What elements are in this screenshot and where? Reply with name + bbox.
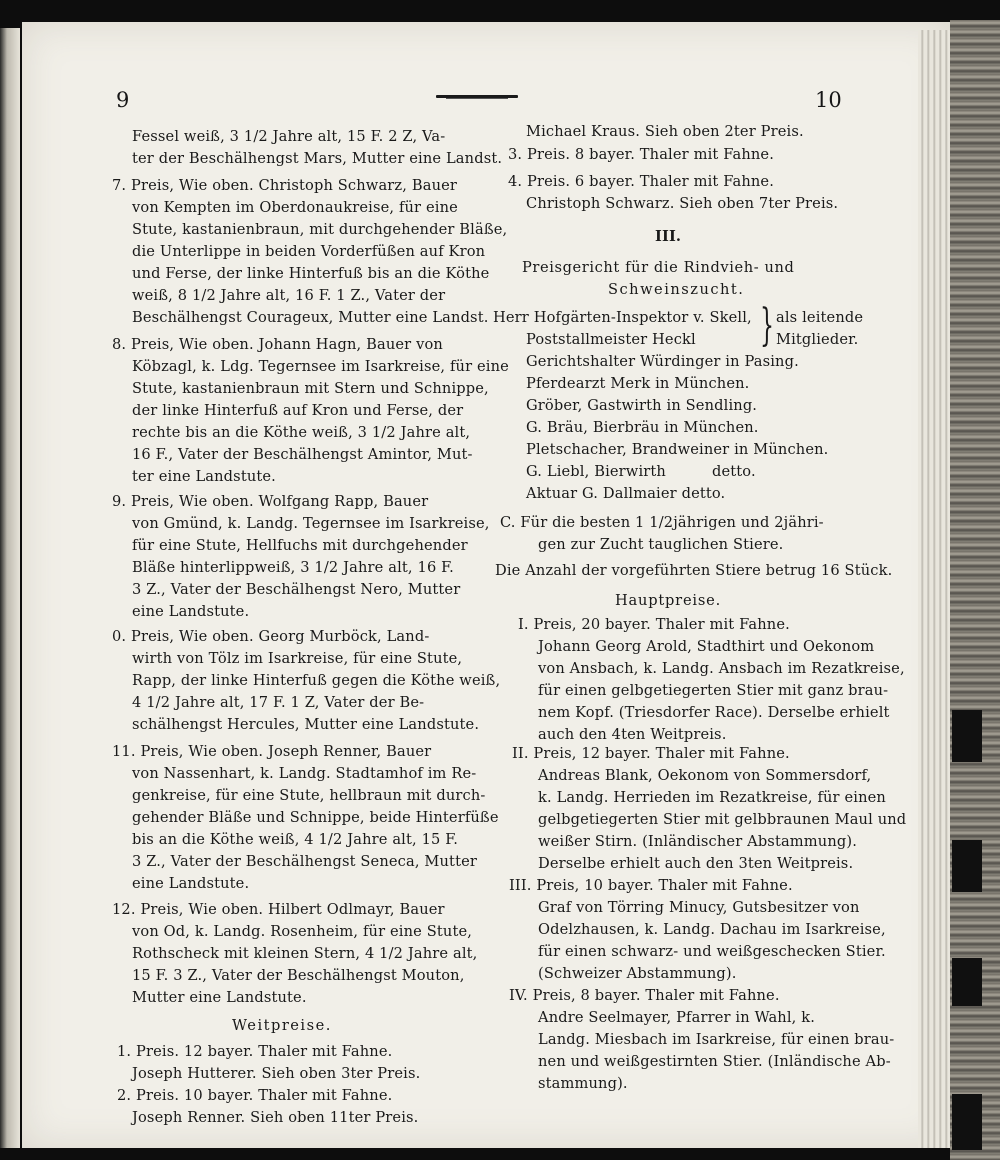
text-line: ter der Beschälhengst Mars, Mutter eine Landst. [132,150,503,167]
text-line: rechte bis an die Köthe weiß, 3 1/2 Jahre alt, [132,424,471,441]
text-line: 11. Preis, Wie oben. Joseph Renner, Bauer [112,743,432,760]
text-line: die Unterlippe in beiden Vorderfüßen auf Kron [132,243,486,260]
text-line: II. Preis, 12 bayer. Thaler mit Fahne. [512,745,790,762]
text-line: Michael Kraus. Sieh oben 2ter Preis. [526,123,804,140]
text-line: gelbgetiegerten Stier mit gelbbraunen Maul und [538,811,907,828]
section-number: III. [655,228,682,245]
text-line: 7. Preis, Wie oben. Christoph Schwarz, Bauer [112,177,458,194]
text-line: Fessel weiß, 3 1/2 Jahre alt, 15 F. 2 Z, Va- [132,128,446,145]
index-tab [952,840,982,892]
text-line: Andreas Blank, Oekonom von Sommersdorf, [538,767,872,784]
text-line: 12. Preis, Wie oben. Hilbert Odlmayr, Bauer [112,901,445,918]
text-line: gehender Bläße und Schnippe, beide Hinterfüße [132,809,499,826]
text-line: von Od, k. Landg. Rosenheim, für eine Stute, [132,923,473,940]
text-line: 16 F., Vater der Beschälhengst Amintor, Mut- [132,446,473,463]
text-line: Derselbe erhielt auch den 3ten Weitpreis. [538,855,854,872]
text-line: Joseph Hutterer. Sieh oben 3ter Preis. [132,1065,421,1082]
text-line: 3. Preis. 8 bayer. Thaler mit Fahne. [508,146,774,163]
text-line: auch den 4ten Weitpreis. [538,726,727,743]
text-line: 8. Preis, Wie oben. Johann Hagn, Bauer von [112,336,443,353]
index-tab [952,1094,982,1150]
text-line: weiß, 8 1/2 Jahre alt, 16 F. 1 Z., Vater der [132,287,446,304]
text-line: Christoph Schwarz. Sieh oben 7ter Preis. [526,195,839,212]
text-line: für eine Stute, Hellfuchs mit durchgehender [132,537,468,554]
text-line: Pletschacher, Brandweiner in München. [526,441,829,458]
text-line: 0. Preis, Wie oben. Georg Murböck, Land- [112,628,430,645]
text-line: wirth von Tölz im Isarkreise, für eine Stute, [132,650,463,667]
text-line: Landg. Miesbach im Isarkreise, für einen brau- [538,1031,895,1048]
text-line: G. Liebl, Bierwirth [526,463,666,480]
text-line: 15 F. 3 Z., Vater der Beschälhengst Mouton, [132,967,465,984]
text-line: Aktuar G. Dallmaier detto. [526,485,726,502]
text-line: stammung). [538,1075,628,1092]
text-line: von Kempten im Oberdonaukreise, für eine [132,199,458,216]
text-line: Gröber, Gastwirth in Sendling. [526,397,758,414]
text-line: 9. Preis, Wie oben. Wolfgang Rapp, Bauer [112,493,429,510]
text-line: von Ansbach, k. Landg. Ansbach im Rezatkreise, [538,660,905,677]
text-line: 4. Preis. 6 bayer. Thaler mit Fahne. [508,173,774,190]
section-heading: Weitpreise. [232,1017,332,1034]
text-line: 3 Z., Vater der Beschälhengst Nero, Mutter [132,581,461,598]
text-line: 3 Z., Vater der Beschälhengst Seneca, Mutter [132,853,477,870]
text-line: bis an die Köthe weiß, 4 1/2 Jahre alt, 15 F. [132,831,459,848]
text-line: Die Anzahl der vorgeführten Stiere betrug 16 Stück. [495,562,893,579]
text-line: Odelzhausen, k. Landg. Dachau im Isarkreise, [538,921,886,938]
text-line: Beschälhengst Courageux, Mutter eine Landst. [132,309,489,326]
index-tab [952,958,982,1006]
text-line: Stute, kastanienbraun mit Stern und Schnippe, [132,380,489,397]
text-line: IV. Preis, 8 bayer. Thaler mit Fahne. [509,987,780,1004]
section-heading: Preisgericht für die Rindvieh- und [522,259,795,276]
section-heading: Hauptpreise. [615,592,722,609]
index-tab [952,710,982,762]
text-line: Pferdearzt Merk in München. [526,375,750,392]
text-line: Mutter eine Landstute. [132,989,307,1006]
text-line: von Nassenhart, k. Landg. Stadtamhof im Re- [132,765,477,782]
text-line: III. Preis, 10 bayer. Thaler mit Fahne. [509,877,793,894]
previous-page-edge [0,28,20,1148]
text-line: Stute, kastanienbraun, mit durchgehender Bläße, [132,221,508,238]
text-line: Poststallmeister Heckl [526,331,696,348]
text-line: genkreise, für eine Stute, hellbraun mit durch- [132,787,486,804]
text-line: Rothscheck mit kleinen Stern, 4 1/2 Jahre alt, [132,945,478,962]
text-line: ter eine Landstute. [132,468,276,485]
text-line: Johann Georg Arold, Stadthirt und Oekonom [538,638,875,655]
text-line: eine Landstute. [132,875,250,892]
text-line: Bläße hinterlippweiß, 3 1/2 Jahre alt, 16 F. [132,559,454,576]
text-line: Graf von Törring Minucy, Gutsbesitzer von [538,899,860,916]
page-number-right: 10 [815,88,842,112]
text-line: 1. Preis. 12 bayer. Thaler mit Fahne. [117,1043,393,1060]
text-line: k. Landg. Herrieden im Rezatkreise, für einen [538,789,886,806]
text-line: detto. [712,463,756,480]
text-line: als leitende [776,309,864,326]
text-line: 2. Preis. 10 bayer. Thaler mit Fahne. [117,1087,393,1104]
header-rule [436,95,518,98]
text-line: eine Landstute. [132,603,250,620]
text-line: für einen schwarz- und weißgeschecken Stier. [538,943,886,960]
text-line: nen und weißgestirnten Stier. (Inländische Ab- [538,1053,891,1070]
page-number-left: 9 [116,88,130,112]
text-line: C. Für die besten 1 1/2jährigen und 2jähri- [500,514,824,531]
text-line: I. Preis, 20 bayer. Thaler mit Fahne. [518,616,790,633]
text-line: 4 1/2 Jahre alt, 17 F. 1 Z, Vater der Be- [132,694,425,711]
text-line: weißer Stirn. (Inländischer Abstammung). [538,833,858,850]
text-line: der linke Hinterfuß auf Kron und Ferse, der [132,402,464,419]
text-line: G. Bräu, Bierbräu in München. [526,419,759,436]
text-line: Köbzagl, k. Ldg. Tegernsee im Isarkreise, für eine [132,358,509,375]
text-line: Rapp, der linke Hinterfuß gegen die Köthe weiß, [132,672,501,689]
text-line: Mitglieder. [776,331,859,348]
text-line: Herr Hofgärten-Inspektor v. Skell, [493,309,752,326]
page-stack-edges [918,30,950,1148]
text-line: Andre Seelmayer, Pfarrer in Wahl, k. [538,1009,816,1026]
text-line: gen zur Zucht tauglichen Stiere. [538,536,784,553]
text-line: von Gmünd, k. Landg. Tegernsee im Isarkreise, [132,515,490,532]
section-heading: Schweinszucht. [608,281,745,298]
text-line: nem Kopf. (Triesdorfer Race). Derselbe erhielt [538,704,890,721]
text-line: (Schweizer Abstammung). [538,965,737,982]
text-line: für einen gelbgetiegerten Stier mit ganz brau- [538,682,889,699]
text-line: schälhengst Hercules, Mutter eine Landstute. [132,716,480,733]
text-line: und Ferse, der linke Hinterfuß bis an die Köthe [132,265,490,282]
brace: } [760,300,774,351]
text-line: Joseph Renner. Sieh oben 11ter Preis. [132,1109,419,1126]
text-line: Gerichtshalter Würdinger in Pasing. [526,353,799,370]
